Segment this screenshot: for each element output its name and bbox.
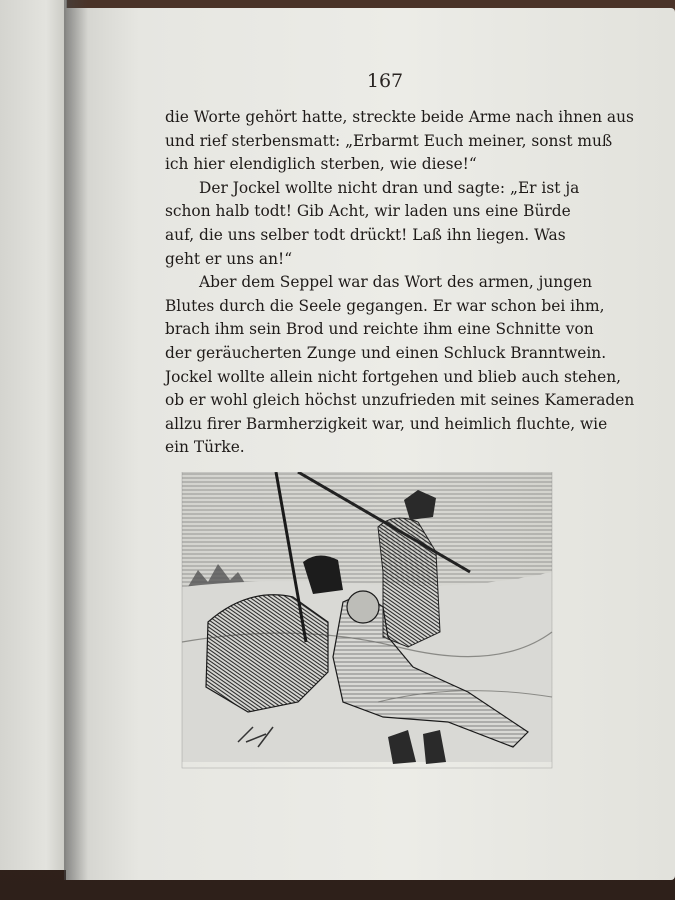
text-line: Jockel wollte allein nicht fortgehen und blieb auch stehen, <box>165 367 622 386</box>
text-line: brach ihm sein Brod und reichte ihm eine Schnitte von <box>165 320 594 339</box>
body-text <box>165 106 635 460</box>
page-number: 167 <box>366 70 404 92</box>
text-line: ob er wohl gleich höchst unzufrieden mit seines Kameraden <box>165 391 635 410</box>
text-line: Blutes durch die Seele gegangen. Er war schon bei ihm, <box>165 296 605 315</box>
text-line: ein Türke. <box>165 438 245 457</box>
text-line: Aber dem Seppel war das Wort des armen, jungen <box>199 273 593 292</box>
text-line: die Worte gehört hatte, streckte beide Arme nach ihnen aus <box>165 108 634 126</box>
left-page-edge <box>0 0 67 870</box>
engraving-soldiers-in-snow-icon <box>178 472 556 772</box>
spine-shadow <box>64 0 88 880</box>
text-line: Der Jockel wollte nicht dran und sagte: „Er ist ja <box>199 178 580 197</box>
text-line: allzu firer Barmherzigkeit war, und heimlich fluchte, wie <box>165 414 608 433</box>
text-line: geht er uns an!“ <box>165 249 293 268</box>
text-line: der geräucherten Zunge und einen Schluck Branntwein. <box>165 343 607 362</box>
engraving-illustration <box>178 472 556 772</box>
text-line: auf, die uns selber todt drückt! Laß ihn liegen. Was <box>165 225 566 244</box>
text-line: schon halb todt! Gib Acht, wir laden uns eine Bürde <box>165 202 571 221</box>
text-line: ich hier elendiglich sterben, wie diese!“ <box>165 155 477 174</box>
text-line: und rief sterbensmatt: „Erbarmt Euch meiner, sonst muß <box>165 131 613 150</box>
